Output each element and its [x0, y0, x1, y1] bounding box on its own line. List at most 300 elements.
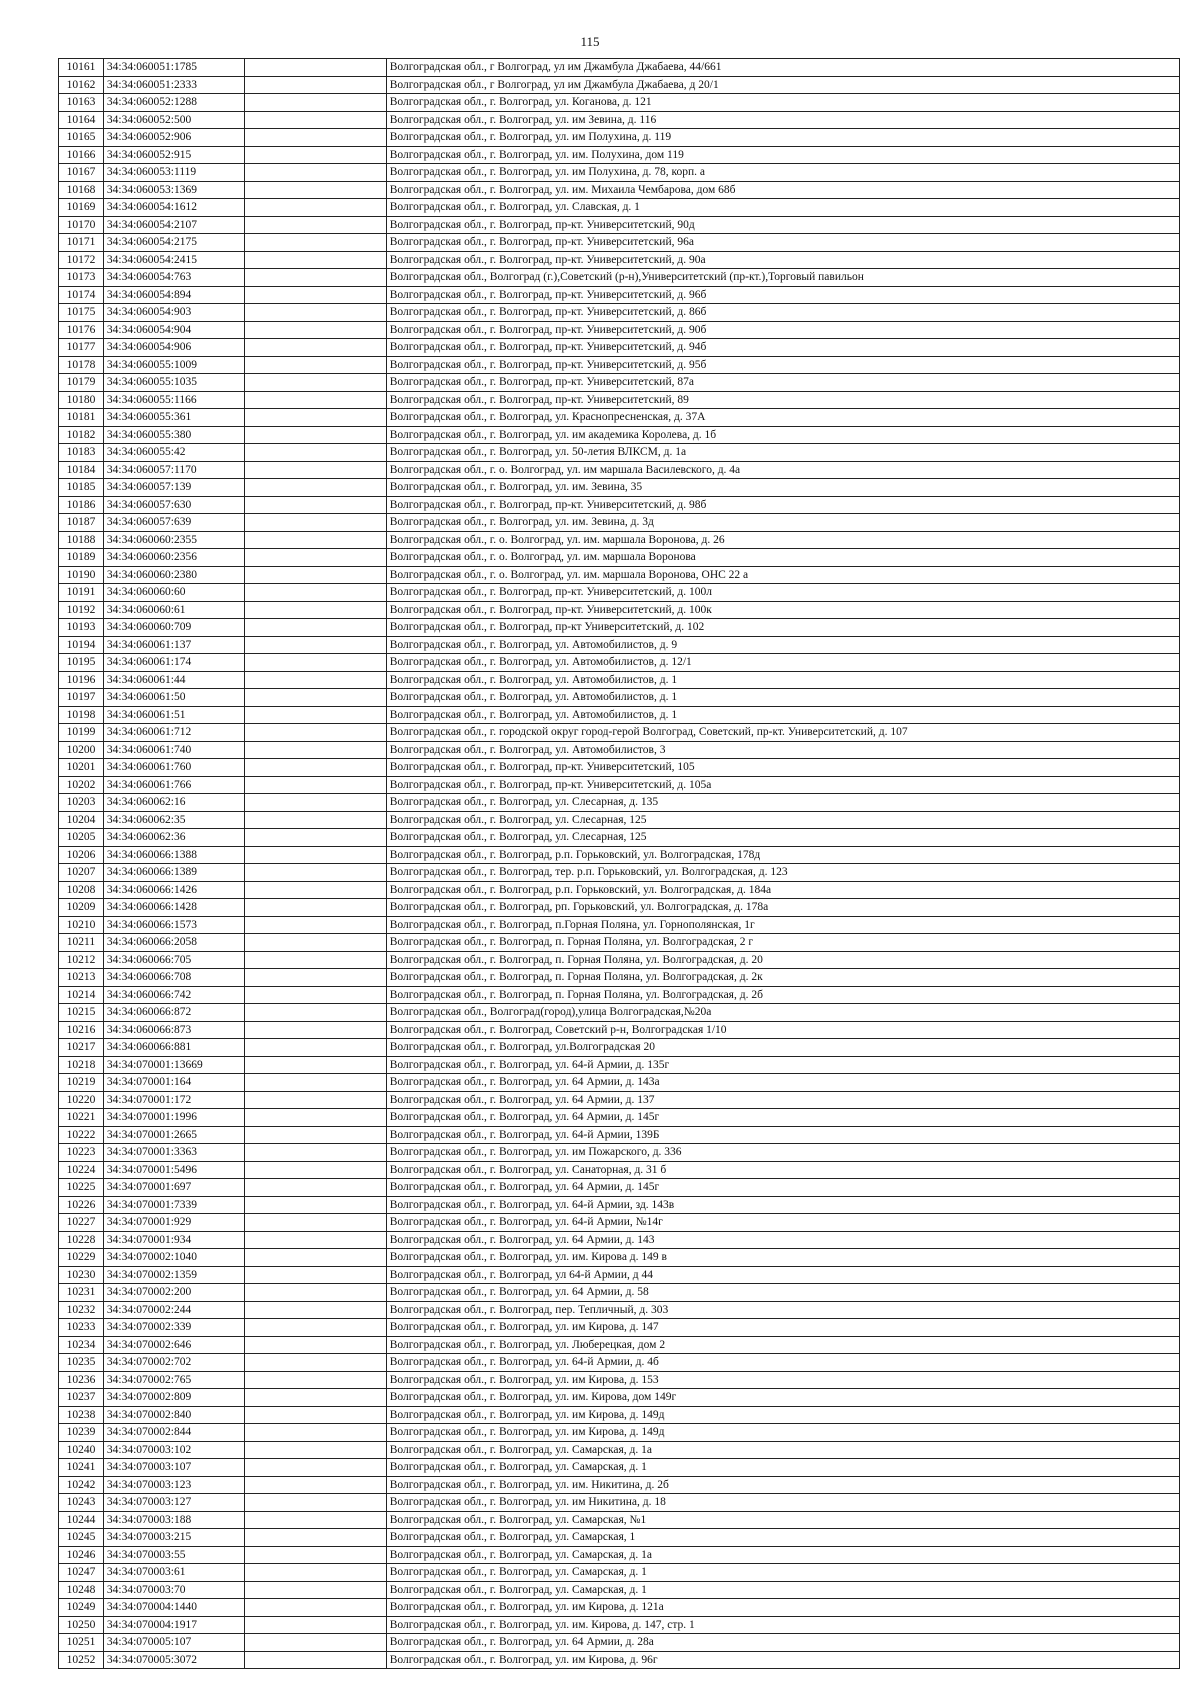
- cadastral-number: 34:34:060055:380: [103, 426, 244, 444]
- empty-cell: [244, 181, 386, 199]
- address: Волгоградская обл., г. Волгоград, ул. Автомобилистов, д. 12/1: [386, 654, 1179, 672]
- cadastral-number: 34:34:060052:500: [103, 111, 244, 129]
- cadastral-number: 34:34:070001:1996: [103, 1109, 244, 1127]
- empty-cell: [244, 636, 386, 654]
- table-row: [59, 654, 1180, 672]
- cadastral-number: 34:34:070001:929: [103, 1214, 244, 1232]
- empty-cell: [244, 1494, 386, 1512]
- cadastral-number: 34:34:070001:5496: [103, 1161, 244, 1179]
- row-number: 10234: [59, 1336, 104, 1354]
- address: Волгоградская обл., г. Волгоград, ул. им Никитина, д. 18: [386, 1494, 1179, 1512]
- row-number: 10170: [59, 216, 104, 234]
- row-number: 10243: [59, 1494, 104, 1512]
- row-number: 10205: [59, 829, 104, 847]
- empty-cell: [244, 496, 386, 514]
- address: Волгоградская обл., г. Волгоград, пр-кт. Университетский, д. 100л: [386, 584, 1179, 602]
- address: Волгоградская обл., г. Волгоград, пр-кт. Университетский, 87а: [386, 374, 1179, 392]
- row-number: 10219: [59, 1074, 104, 1092]
- cadastral-number: 34:34:060066:881: [103, 1039, 244, 1057]
- row-number: 10199: [59, 724, 104, 742]
- table-row: [59, 969, 1180, 987]
- row-number: 10169: [59, 199, 104, 217]
- empty-cell: [244, 531, 386, 549]
- row-number: 10242: [59, 1476, 104, 1494]
- table-row: [59, 199, 1180, 217]
- address: Волгоградская обл., г. Волгоград, ул. 64 Армии, д. 137: [386, 1091, 1179, 1109]
- table-row: [59, 1546, 1180, 1564]
- cadastral-number: 34:34:060061:174: [103, 654, 244, 672]
- cadastral-number: 34:34:060054:1612: [103, 199, 244, 217]
- empty-cell: [244, 654, 386, 672]
- address: Волгоградская обл., г. Волгоград, ул. им Кирова, д. 96г: [386, 1651, 1179, 1669]
- registry-rows: [59, 59, 1180, 1669]
- empty-cell: [244, 1389, 386, 1407]
- cadastral-number: 34:34:060066:1573: [103, 916, 244, 934]
- empty-cell: [244, 811, 386, 829]
- empty-cell: [244, 794, 386, 812]
- table-row: [59, 374, 1180, 392]
- cadastral-number: 34:34:060054:894: [103, 286, 244, 304]
- table-row: [59, 391, 1180, 409]
- address: Волгоградская обл., г. Волгоград, ул. Автомобилистов, 3: [386, 741, 1179, 759]
- table-row: [59, 1319, 1180, 1337]
- cadastral-number: 34:34:060066:872: [103, 1004, 244, 1022]
- empty-cell: [244, 339, 386, 357]
- table-row: [59, 1056, 1180, 1074]
- cadastral-number: 34:34:060051:1785: [103, 59, 244, 77]
- address: Волгоградская обл., г. о. Волгоград, ул. им. маршала Воронова, д. 26: [386, 531, 1179, 549]
- empty-cell: [244, 426, 386, 444]
- row-number: 10208: [59, 881, 104, 899]
- row-number: 10222: [59, 1126, 104, 1144]
- row-number: 10221: [59, 1109, 104, 1127]
- cadastral-number: 34:34:060061:50: [103, 689, 244, 707]
- empty-cell: [244, 1161, 386, 1179]
- cadastral-number: 34:34:070002:200: [103, 1284, 244, 1302]
- cadastral-number: 34:34:060066:1426: [103, 881, 244, 899]
- cadastral-number: 34:34:060057:139: [103, 479, 244, 497]
- row-number: 10251: [59, 1634, 104, 1652]
- cadastral-number: 34:34:060061:44: [103, 671, 244, 689]
- address: Волгоградская обл., г. Волгоград, пер. Тепличный, д. 303: [386, 1301, 1179, 1319]
- cadastral-number: 34:34:070005:3072: [103, 1651, 244, 1669]
- empty-cell: [244, 59, 386, 77]
- address: Волгоградская обл., г. Волгоград, ул. Самарская, №1: [386, 1511, 1179, 1529]
- cadastral-number: 34:34:070001:164: [103, 1074, 244, 1092]
- empty-cell: [244, 1231, 386, 1249]
- empty-cell: [244, 1424, 386, 1442]
- table-row: [59, 864, 1180, 882]
- empty-cell: [244, 1091, 386, 1109]
- cadastral-number: 34:34:060055:42: [103, 444, 244, 462]
- cadastral-number: 34:34:070002:765: [103, 1371, 244, 1389]
- empty-cell: [244, 741, 386, 759]
- empty-cell: [244, 1109, 386, 1127]
- empty-cell: [244, 1546, 386, 1564]
- cadastral-number: 34:34:060054:2415: [103, 251, 244, 269]
- empty-cell: [244, 286, 386, 304]
- empty-cell: [244, 601, 386, 619]
- table-row: [59, 759, 1180, 777]
- empty-cell: [244, 129, 386, 147]
- address: Волгоградская обл., г. Волгоград, ул. Самарская, д. 1: [386, 1581, 1179, 1599]
- cadastral-number: 34:34:060055:1166: [103, 391, 244, 409]
- address: Волгоградская обл., г. Волгоград, ул. им. Кирова, дом 149г: [386, 1389, 1179, 1407]
- table-row: [59, 1529, 1180, 1547]
- address: Волгоградская обл., г. о. Волгоград, ул. им маршала Василевского, д. 4а: [386, 461, 1179, 479]
- address: Волгоградская обл., г. Волгоград, ул. 64 Армии, д. 58: [386, 1284, 1179, 1302]
- empty-cell: [244, 1336, 386, 1354]
- table-row: [59, 951, 1180, 969]
- address: Волгоградская обл., г. Волгоград, ул. Автомобилистов, д. 1: [386, 689, 1179, 707]
- table-row: [59, 76, 1180, 94]
- empty-cell: [244, 1371, 386, 1389]
- cadastral-number: 34:34:060055:1009: [103, 356, 244, 374]
- empty-cell: [244, 689, 386, 707]
- cadastral-number: 34:34:060057:1170: [103, 461, 244, 479]
- row-number: 10201: [59, 759, 104, 777]
- cadastral-number: 34:34:060053:1369: [103, 181, 244, 199]
- cadastral-number: 34:34:060061:740: [103, 741, 244, 759]
- cadastral-number: 34:34:060061:766: [103, 776, 244, 794]
- address: Волгоградская обл., г. Волгоград, п. Горная Поляна, ул. Волгоградская, 2 г: [386, 934, 1179, 952]
- address: Волгоградская обл., г. Волгоград, пр-кт. Университетский, д. 100к: [386, 601, 1179, 619]
- row-number: 10176: [59, 321, 104, 339]
- empty-cell: [244, 671, 386, 689]
- row-number: 10178: [59, 356, 104, 374]
- address: Волгоградская обл., г. Волгоград, ул. Самарская, д. 1а: [386, 1441, 1179, 1459]
- table-row: [59, 461, 1180, 479]
- row-number: 10207: [59, 864, 104, 882]
- address: Волгоградская обл., г. Волгоград, п. Горная Поляна, ул. Волгоградская, д. 2к: [386, 969, 1179, 987]
- cadastral-number: 34:34:070003:61: [103, 1564, 244, 1582]
- table-row: [59, 811, 1180, 829]
- cadastral-number: 34:34:060062:36: [103, 829, 244, 847]
- address: Волгоградская обл., г. Волгоград, пр-кт. Университетский, д. 94б: [386, 339, 1179, 357]
- table-row: [59, 181, 1180, 199]
- empty-cell: [244, 1651, 386, 1669]
- empty-cell: [244, 829, 386, 847]
- cadastral-number: 34:34:060066:705: [103, 951, 244, 969]
- table-row: [59, 794, 1180, 812]
- empty-cell: [244, 444, 386, 462]
- cadastral-number: 34:34:060060:2356: [103, 549, 244, 567]
- empty-cell: [244, 1476, 386, 1494]
- address: Волгоградская обл., г Волгоград, ул им Джамбула Джабаева, 44/661: [386, 59, 1179, 77]
- empty-cell: [244, 1266, 386, 1284]
- empty-cell: [244, 706, 386, 724]
- empty-cell: [244, 951, 386, 969]
- table-row: [59, 356, 1180, 374]
- address: Волгоградская обл., г. Волгоград, ул. Автомобилистов, д. 1: [386, 671, 1179, 689]
- row-number: 10193: [59, 619, 104, 637]
- table-row: [59, 339, 1180, 357]
- address: Волгоградская обл., г. Волгоград, пр-кт. Университетский, 89: [386, 391, 1179, 409]
- address: Волгоградская обл., г. о. Волгоград, ул. им. маршала Воронова, ОНС 22 а: [386, 566, 1179, 584]
- table-row: [59, 94, 1180, 112]
- address: Волгоградская обл., г. Волгоград, п.Горная Поляна, ул. Горнополянская, 1г: [386, 916, 1179, 934]
- table-row: [59, 146, 1180, 164]
- cadastral-number: 34:34:060060:60: [103, 584, 244, 602]
- address: Волгоградская обл., г. Волгоград, ул. Автомобилистов, д. 1: [386, 706, 1179, 724]
- row-number: 10164: [59, 111, 104, 129]
- address: Волгоградская обл., г. Волгоград, ул. Слесарная, д. 135: [386, 794, 1179, 812]
- row-number: 10240: [59, 1441, 104, 1459]
- row-number: 10196: [59, 671, 104, 689]
- empty-cell: [244, 1056, 386, 1074]
- cadastral-number: 34:34:070002:840: [103, 1406, 244, 1424]
- row-number: 10204: [59, 811, 104, 829]
- address: Волгоградская обл., г. Волгоград, ул. им. Никитина, д. 2б: [386, 1476, 1179, 1494]
- row-number: 10247: [59, 1564, 104, 1582]
- cadastral-number: 34:34:070001:934: [103, 1231, 244, 1249]
- cadastral-number: 34:34:060060:709: [103, 619, 244, 637]
- address: Волгоградская обл., г. Волгоград, пр-кт. Университетский, 105: [386, 759, 1179, 777]
- row-number: 10238: [59, 1406, 104, 1424]
- row-number: 10244: [59, 1511, 104, 1529]
- empty-cell: [244, 969, 386, 987]
- cadastral-number: 34:34:070002:244: [103, 1301, 244, 1319]
- table-row: [59, 444, 1180, 462]
- cadastral-number: 34:34:060061:51: [103, 706, 244, 724]
- address: Волгоградская обл., г. Волгоград, р.п. Горьковский, ул. Волгоградская, д. 184а: [386, 881, 1179, 899]
- empty-cell: [244, 1441, 386, 1459]
- table-row: [59, 164, 1180, 182]
- cadastral-number: 34:34:060061:137: [103, 636, 244, 654]
- row-number: 10220: [59, 1091, 104, 1109]
- empty-cell: [244, 514, 386, 532]
- table-row: [59, 216, 1180, 234]
- address: Волгоградская обл., г. Волгоград, ул. им. Зевина, д. 3д: [386, 514, 1179, 532]
- table-row: [59, 426, 1180, 444]
- row-number: 10177: [59, 339, 104, 357]
- row-number: 10226: [59, 1196, 104, 1214]
- address: Волгоградская обл., г. Волгоград, ул. Самарская, д. 1а: [386, 1546, 1179, 1564]
- empty-cell: [244, 1179, 386, 1197]
- table-row: [59, 741, 1180, 759]
- empty-cell: [244, 356, 386, 374]
- row-number: 10245: [59, 1529, 104, 1547]
- row-number: 10162: [59, 76, 104, 94]
- address: Волгоградская обл., г. Волгоград, ул. Самарская, д. 1: [386, 1564, 1179, 1582]
- cadastral-number: 34:34:070001:3363: [103, 1144, 244, 1162]
- row-number: 10163: [59, 94, 104, 112]
- table-row: [59, 549, 1180, 567]
- cadastral-number: 34:34:070001:13669: [103, 1056, 244, 1074]
- cadastral-number: 34:34:060054:903: [103, 304, 244, 322]
- address: Волгоградская обл., г. Волгоград, ул. Коганова, д. 121: [386, 94, 1179, 112]
- cadastral-number: 34:34:070004:1440: [103, 1599, 244, 1617]
- table-row: [59, 1161, 1180, 1179]
- address: Волгоградская обл., г. Волгоград, р.п. Горьковский, ул. Волгоградская, 178д: [386, 846, 1179, 864]
- table-row: [59, 1494, 1180, 1512]
- table-row: [59, 129, 1180, 147]
- table-row: [59, 1196, 1180, 1214]
- empty-cell: [244, 374, 386, 392]
- table-row: [59, 829, 1180, 847]
- table-row: [59, 1651, 1180, 1669]
- table-row: [59, 1371, 1180, 1389]
- address: Волгоградская обл., г Волгоград, ул им Джамбула Джабаева, д 20/1: [386, 76, 1179, 94]
- cadastral-number: 34:34:060062:16: [103, 794, 244, 812]
- table-row: [59, 1091, 1180, 1109]
- table-row: [59, 899, 1180, 917]
- empty-cell: [244, 321, 386, 339]
- table-row: [59, 304, 1180, 322]
- table-row: [59, 1074, 1180, 1092]
- table-row: [59, 1301, 1180, 1319]
- empty-cell: [244, 1406, 386, 1424]
- cadastral-number: 34:34:070002:702: [103, 1354, 244, 1372]
- table-row: [59, 409, 1180, 427]
- cadastral-number: 34:34:070003:127: [103, 1494, 244, 1512]
- table-row: [59, 1616, 1180, 1634]
- address: Волгоградская обл., г. Волгоград, рп. Горьковский, ул. Волгоградская, д. 178а: [386, 899, 1179, 917]
- table-row: [59, 111, 1180, 129]
- table-row: [59, 636, 1180, 654]
- row-number: 10172: [59, 251, 104, 269]
- table-row: [59, 934, 1180, 952]
- empty-cell: [244, 619, 386, 637]
- table-row: [59, 1599, 1180, 1617]
- empty-cell: [244, 1581, 386, 1599]
- cadastral-number: 34:34:060055:1035: [103, 374, 244, 392]
- address: Волгоградская обл., г. Волгоград, п. Горная Поляна, ул. Волгоградская, д. 20: [386, 951, 1179, 969]
- address: Волгоградская обл., г. Волгоград, ул. 64 Армии, д. 28а: [386, 1634, 1179, 1652]
- address: Волгоградская обл., г. Волгоград, пр-кт. Университетский, д. 96б: [386, 286, 1179, 304]
- address: Волгоградская обл., г. Волгоград, ул. Самарская, д. 1: [386, 1459, 1179, 1477]
- row-number: 10165: [59, 129, 104, 147]
- empty-cell: [244, 391, 386, 409]
- address: Волгоградская обл., г. Волгоград, Советский р-н, Волгоградская 1/10: [386, 1021, 1179, 1039]
- cadastral-number: 34:34:060053:1119: [103, 164, 244, 182]
- address: Волгоградская обл., г. Волгоград, пр-кт. Университетский, д. 90б: [386, 321, 1179, 339]
- row-number: 10232: [59, 1301, 104, 1319]
- address: Волгоградская обл., г. Волгоград, ул. 64-й Армии, №14г: [386, 1214, 1179, 1232]
- row-number: 10195: [59, 654, 104, 672]
- row-number: 10239: [59, 1424, 104, 1442]
- cadastral-number: 34:34:070001:172: [103, 1091, 244, 1109]
- empty-cell: [244, 934, 386, 952]
- row-number: 10167: [59, 164, 104, 182]
- row-number: 10192: [59, 601, 104, 619]
- empty-cell: [244, 1004, 386, 1022]
- row-number: 10211: [59, 934, 104, 952]
- empty-cell: [244, 94, 386, 112]
- address: Волгоградская обл., г. Волгоград, ул. им. Зевина, 35: [386, 479, 1179, 497]
- address: Волгоградская обл., г. Волгоград, ул. 64-й Армии, зд. 143в: [386, 1196, 1179, 1214]
- row-number: 10249: [59, 1599, 104, 1617]
- empty-cell: [244, 1459, 386, 1477]
- cadastral-number: 34:34:060066:1428: [103, 899, 244, 917]
- cadastral-number: 34:34:070001:7339: [103, 1196, 244, 1214]
- address: Волгоградская обл., г. Волгоград, пр-кт. Университетский, д. 98б: [386, 496, 1179, 514]
- address: Волгоградская обл., г. Волгоград, ул. Санаторная, д. 31 б: [386, 1161, 1179, 1179]
- row-number: 10194: [59, 636, 104, 654]
- empty-cell: [244, 881, 386, 899]
- table-row: [59, 1109, 1180, 1127]
- cadastral-number: 34:34:060054:906: [103, 339, 244, 357]
- empty-cell: [244, 409, 386, 427]
- address: Волгоградская обл., г. Волгоград, ул. 64 Армии, д. 145г: [386, 1109, 1179, 1127]
- address: Волгоградская обл., г. о. Волгоград, ул. им. маршала Воронова: [386, 549, 1179, 567]
- cadastral-number: 34:34:060066:742: [103, 986, 244, 1004]
- address: Волгоградская обл., г. Волгоград, ул. им Полухина, д. 119: [386, 129, 1179, 147]
- address: Волгоградская обл., Волгоград(город),улица Волгоградская,№20а: [386, 1004, 1179, 1022]
- empty-cell: [244, 864, 386, 882]
- empty-cell: [244, 1074, 386, 1092]
- address: Волгоградская обл., г. Волгоград, ул. 64-й Армии, д. 135г: [386, 1056, 1179, 1074]
- row-number: 10216: [59, 1021, 104, 1039]
- table-row: [59, 601, 1180, 619]
- table-row: [59, 1476, 1180, 1494]
- address: Волгоградская обл., г. Волгоград, ул. им. Полухина, дом 119: [386, 146, 1179, 164]
- table-row: [59, 531, 1180, 549]
- cadastral-number: 34:34:060061:712: [103, 724, 244, 742]
- row-number: 10252: [59, 1651, 104, 1669]
- empty-cell: [244, 1126, 386, 1144]
- empty-cell: [244, 76, 386, 94]
- address: Волгоградская обл., г. Волгоград, ул. им Кирова, д. 121а: [386, 1599, 1179, 1617]
- cadastral-number: 34:34:060057:639: [103, 514, 244, 532]
- address: Волгоградская обл., г. Волгоград, ул. им. Михаила Чембарова, дом 68б: [386, 181, 1179, 199]
- table-row: [59, 776, 1180, 794]
- table-row: [59, 1284, 1180, 1302]
- address: Волгоградская обл., г. Волгоград, ул. 64-й Армии, д. 4б: [386, 1354, 1179, 1372]
- cadastral-number: 34:34:070003:107: [103, 1459, 244, 1477]
- row-number: 10227: [59, 1214, 104, 1232]
- address: Волгоградская обл., г. Волгоград, ул. им. Кирова, д. 147, стр. 1: [386, 1616, 1179, 1634]
- row-number: 10209: [59, 899, 104, 917]
- row-number: 10215: [59, 1004, 104, 1022]
- row-number: 10190: [59, 566, 104, 584]
- cadastral-number: 34:34:060052:915: [103, 146, 244, 164]
- empty-cell: [244, 759, 386, 777]
- cadastral-number: 34:34:070002:844: [103, 1424, 244, 1442]
- cadastral-number: 34:34:060066:1389: [103, 864, 244, 882]
- row-number: 10246: [59, 1546, 104, 1564]
- empty-cell: [244, 549, 386, 567]
- table-row: [59, 706, 1180, 724]
- cadastral-number: 34:34:060066:2058: [103, 934, 244, 952]
- empty-cell: [244, 1634, 386, 1652]
- table-row: [59, 671, 1180, 689]
- address: Волгоградская обл., г. Волгоград, ул. им Полухина, д. 78, корп. а: [386, 164, 1179, 182]
- row-number: 10230: [59, 1266, 104, 1284]
- address: Волгоградская обл., г. Волгоград, ул 64-й Армии, д 44: [386, 1266, 1179, 1284]
- empty-cell: [244, 164, 386, 182]
- row-number: 10180: [59, 391, 104, 409]
- empty-cell: [244, 251, 386, 269]
- empty-cell: [244, 1511, 386, 1529]
- address: Волгоградская обл., г. городской округ город-герой Волгоград, Советский, пр-кт. Университетский, д. 107: [386, 724, 1179, 742]
- cadastral-number: 34:34:060066:873: [103, 1021, 244, 1039]
- page-number: 115: [580, 34, 600, 49]
- address: Волгоградская обл., г. Волгоград, ул. Самарская, 1: [386, 1529, 1179, 1547]
- cadastral-number: 34:34:070003:123: [103, 1476, 244, 1494]
- row-number: 10224: [59, 1161, 104, 1179]
- row-number: 10223: [59, 1144, 104, 1162]
- address: Волгоградская обл., г. Волгоград, пр-кт. Университетский, д. 105а: [386, 776, 1179, 794]
- row-number: 10197: [59, 689, 104, 707]
- empty-cell: [244, 1214, 386, 1232]
- table-row: [59, 1424, 1180, 1442]
- table-row: [59, 1354, 1180, 1372]
- address: Волгоградская обл., г. Волгоград, пр-кт. Университетский, 96а: [386, 234, 1179, 252]
- table-row: [59, 479, 1180, 497]
- empty-cell: [244, 846, 386, 864]
- cadastral-number: 34:34:060066:1388: [103, 846, 244, 864]
